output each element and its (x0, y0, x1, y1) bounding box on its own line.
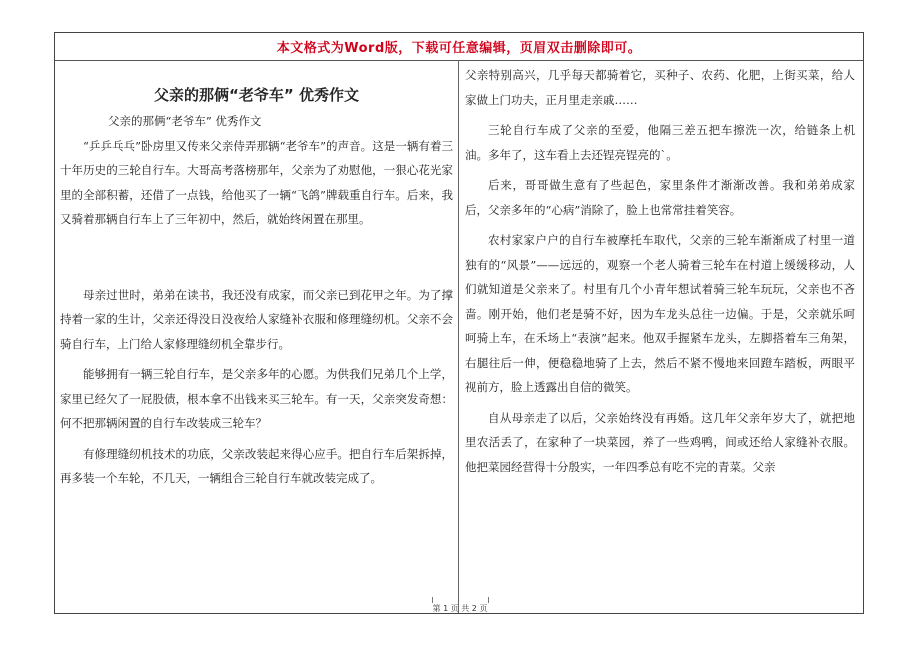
right-column (465, 63, 855, 485)
blank-space (60, 238, 453, 283)
paragraph: 农村家家户户的自行车被摩托车取代，父亲的三轮车渐渐成了村里一道独有的“风景”——远远的，观察一个老人骑着三轮车在村道上缓缓移动，人们就知道是父亲来了。村里有几个小青年想试着骑三轮车玩玩，父亲也不吝啬。刚开始，他们老是骑不好，因为车龙头总往一边偏。于是，父亲就乐呵呵骑上车，在禾场上“表演”起来。他双手握紧车龙头，左脚搭着车三角架，右腿往后一伸，便稳稳地骑了上去，然后不紧不慢地来回蹬车踏板，两眼平视前方，脸上透露出自信的微笑。 (465, 233, 855, 394)
paragraph: 母亲过世时，弟弟在读书，我还没有成家，而父亲已到花甲之年。为了撑持着一家的生计，父亲还得没日没夜给人家缝补衣服和修理缝纫机。父亲不会骑自行车，上门给人家修理缝纫机全靠步行。 (60, 287, 453, 351)
document-page (54, 32, 864, 614)
left-column (60, 61, 453, 497)
paragraph: 自从母亲走了以后，父亲始终没有再婚。这几年父亲年岁大了，就把地里农活丢了，在家种了一块菜园，养了一些鸡鸭，间或还给人家缝补衣服。他把菜园经营得十分殷实，一年四季总有吃不完的青菜。父亲 (465, 410, 855, 474)
article-subtitle: 父亲的那俩“老爷车” 优秀作文 (108, 114, 262, 128)
paragraph: 父亲特别高兴，几乎每天都骑着它，买种子、农药、化肥，上街买菜，给人家做上门功夫，正月里走亲戚…… (465, 68, 855, 107)
header-banner: 本文格式为Word版，下载可任意编辑，页眉双击删除即可。 (276, 41, 642, 56)
page-number: 第 1 页 共 2 页 (432, 604, 488, 613)
paragraph: 三轮自行车成了父亲的至爱，他隔三差五把车擦洗一次，给链条上机油。多年了，这车看上去还锃亮锃亮的`。 (465, 123, 855, 162)
paragraph: 能够拥有一辆三轮自行车，是父亲多年的心愿。为供我们兄弟几个上学，家里已经欠了一屁股债，根本拿不出钱来买三轮车。有一天，父亲突发奇想：何不把那辆闲置的自行车改装成三轮车？ (60, 367, 453, 430)
paragraph: 后来，哥哥做生意有了些起色，家里条件才渐渐改善。我和弟弟成家后，父亲多年的“心病”消除了，脸上也常常挂着笑容。 (465, 178, 855, 217)
article-title: 父亲的那俩“老爷车” 优秀作文 (154, 86, 359, 104)
column-divider (458, 60, 459, 613)
paragraph: “乒乒乓乓”卧房里又传来父亲侍弄那辆“老爷车”的声音。这是一辆有着三十年历史的三轮自行车。大哥高考落榜那年，父亲为了劝慰他，一狠心花光家里的全部积蓄，还借了一点钱，给他买了一辆“飞鸽”牌载重自行车。后来，我又骑着那辆自行车上了三年初中，然后，就始终闲置在那里。 (60, 138, 453, 226)
paragraph: 有修理缝纫机技术的功底，父亲改装起来得心应手。把自行车后架拆掉，再多装一个车轮，不几天，一辆组合三轮自行车就改装完成了。 (60, 446, 453, 485)
